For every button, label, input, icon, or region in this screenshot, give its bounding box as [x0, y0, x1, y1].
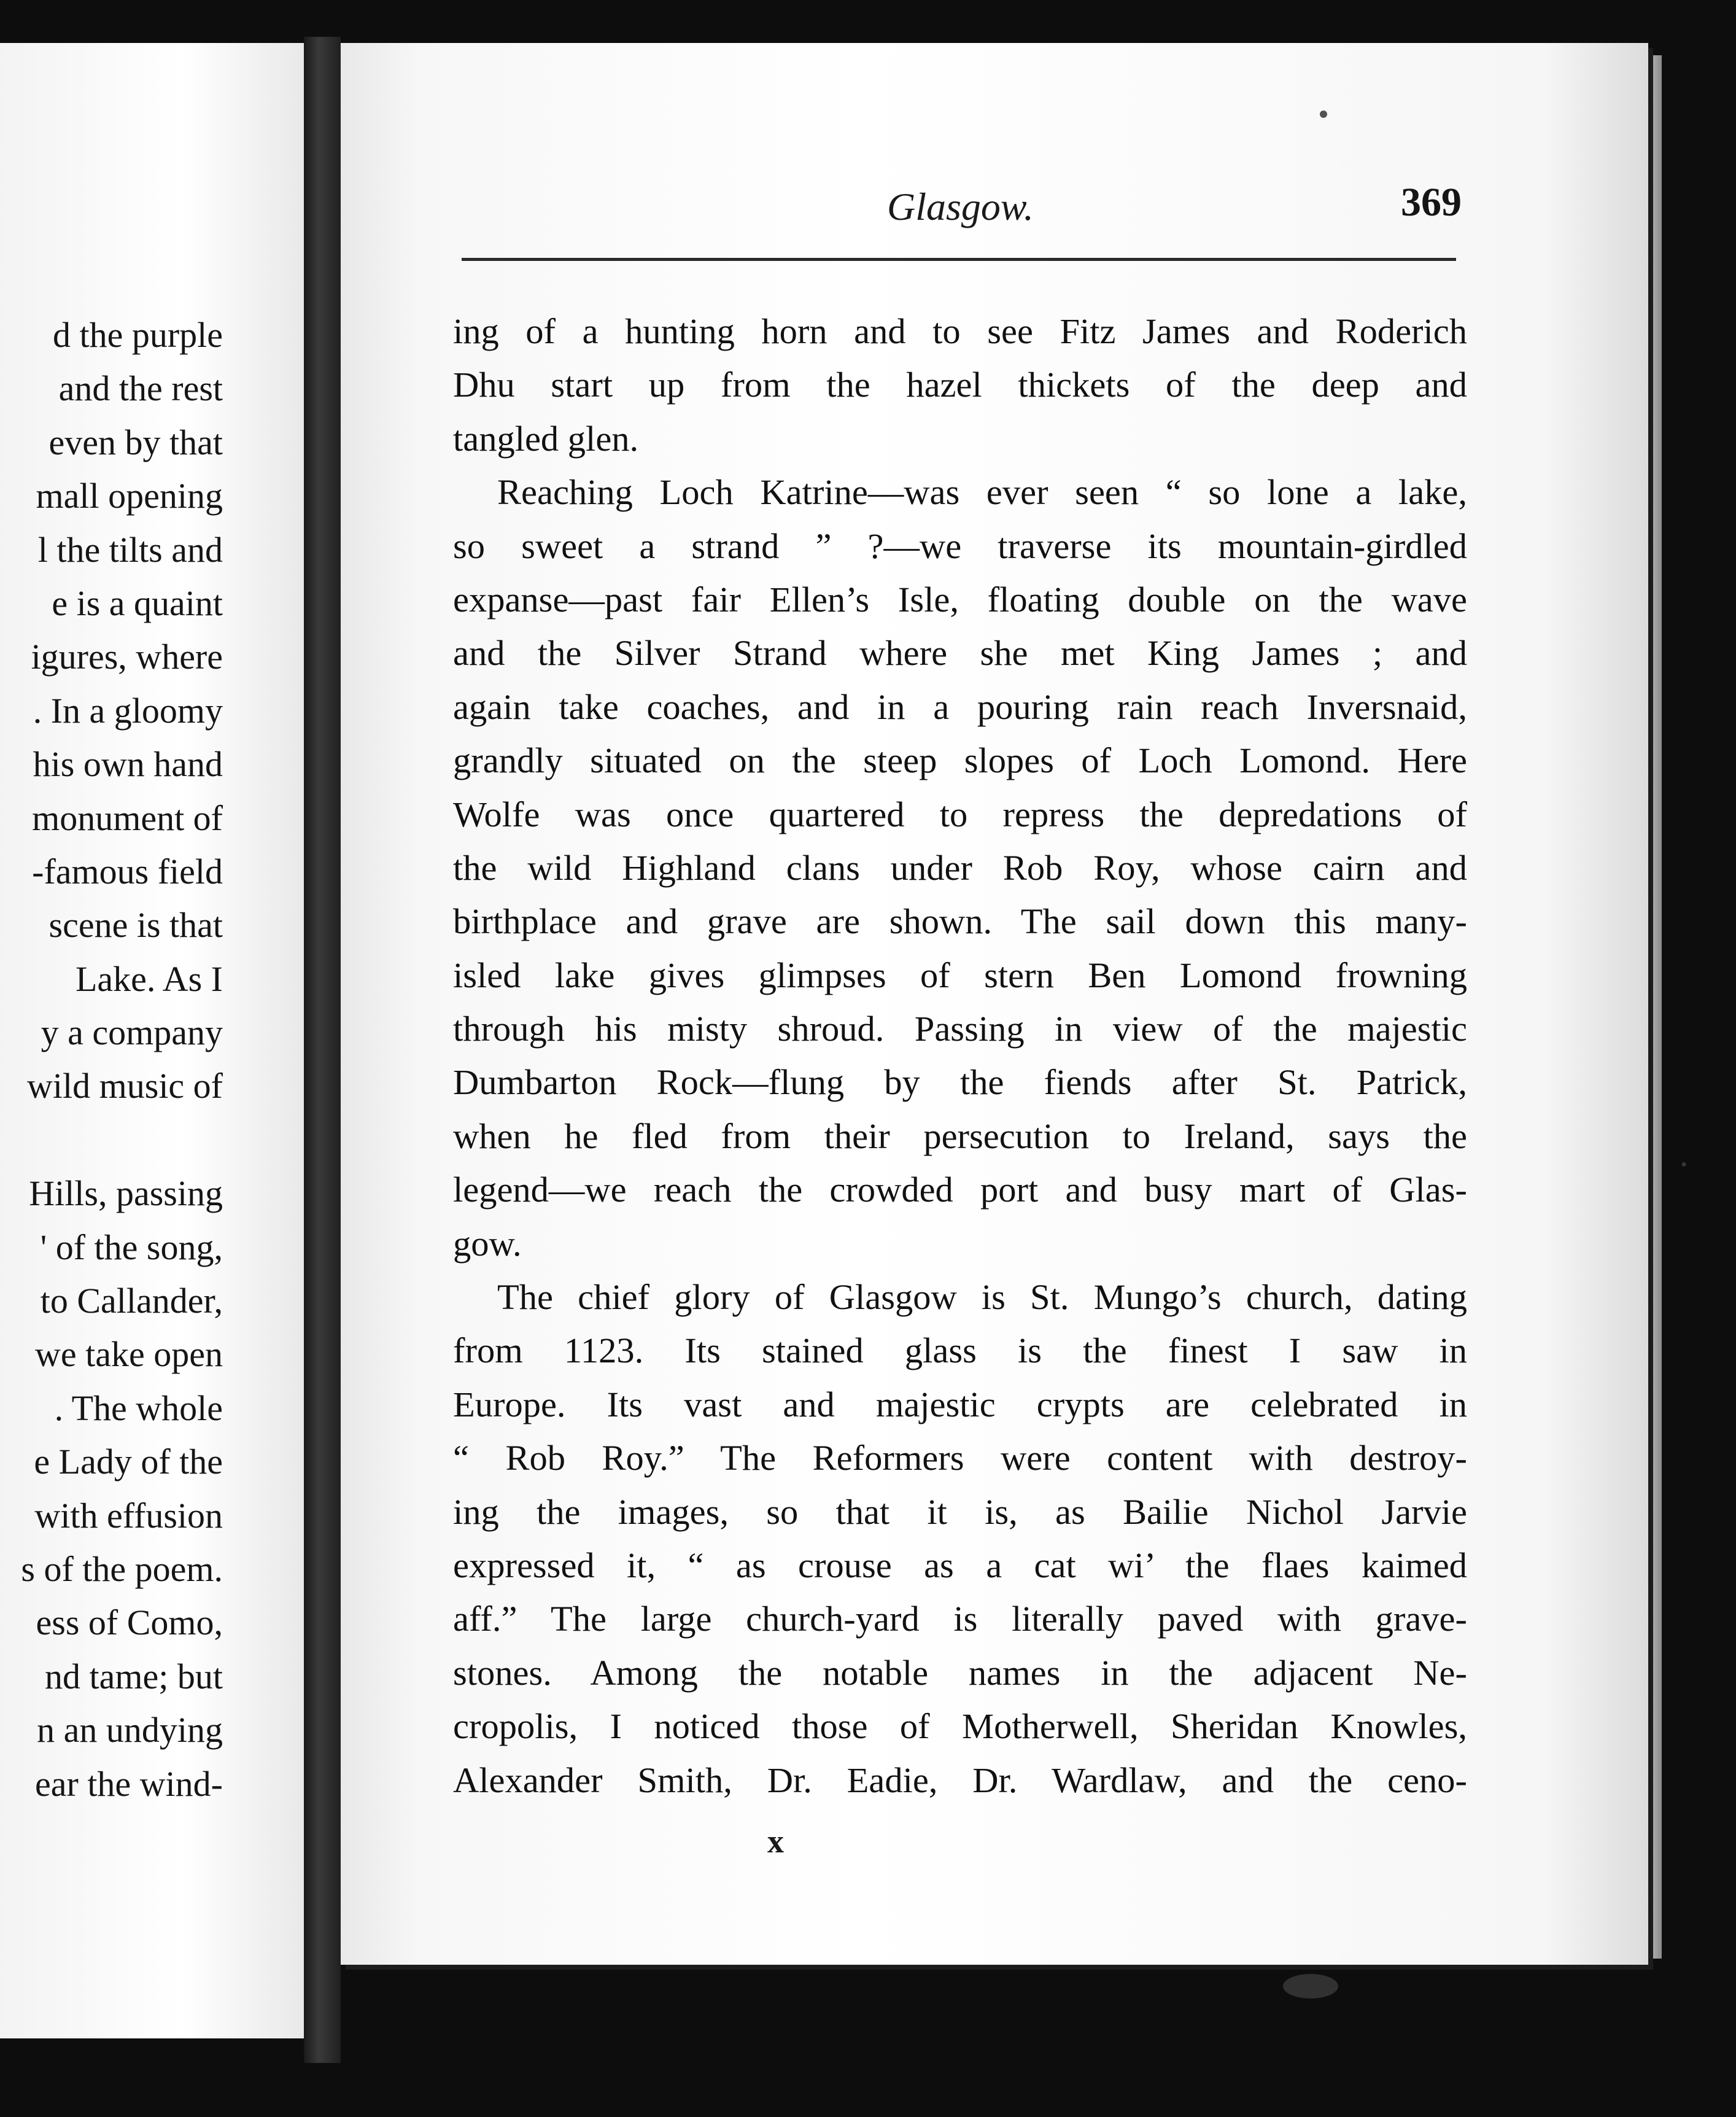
text-line: The chief glory of Glasgow is St. Mungo’s church, dating: [497, 1277, 1467, 1318]
text-line: tangled glen.: [453, 418, 639, 459]
previous-page-line: ess of Como,: [36, 1602, 223, 1643]
previous-page-line: igures, where: [31, 637, 223, 677]
page-smudge: [1320, 111, 1327, 118]
previous-page-line: mall opening: [36, 476, 223, 516]
text-line: Dhu start up from the hazel thickets of the deep and: [453, 365, 1467, 405]
previous-page-line: l the tilts and: [37, 529, 223, 570]
text-line: cropolis, I noticed those of Motherwell, Sheridan Knowles,: [453, 1706, 1467, 1747]
previous-page-line: e Lady of the: [34, 1442, 223, 1482]
previous-page-line: monument of: [32, 798, 223, 838]
previous-page-fragment: [0, 43, 304, 2038]
text-line: the wild Highland clans under Rob Roy, whose cairn and: [453, 847, 1467, 888]
previous-page-line: we take open: [35, 1334, 223, 1375]
text-line: “ Rob Roy.” The Reformers were content with destroy-: [453, 1438, 1467, 1478]
text-line: ing of a hunting horn and to see Fitz James and Roderich: [453, 311, 1467, 351]
text-line: expressed it, “ as crouse as a cat wi’ the flaes kaimed: [453, 1545, 1467, 1585]
previous-page-line: his own hand: [33, 744, 223, 785]
previous-page-line: with effusion: [34, 1495, 223, 1536]
text-line: Dumbarton Rock—flung by the fiends after St. Patrick,: [453, 1062, 1467, 1103]
previous-page-line: e is a quaint: [52, 583, 223, 623]
page-smudge: [1283, 1974, 1338, 1999]
page-body: [453, 305, 1467, 1807]
text-line: expanse—past fair Ellen’s Isle, floating double on the wave: [453, 579, 1467, 620]
text-line: again take coaches, and in a pouring rain reach Inversnaid,: [453, 686, 1467, 727]
text-line: through his misty shroud. Passing in view of the majestic: [453, 1009, 1467, 1049]
text-line: stones. Among the notable names in the adjacent Ne-: [453, 1652, 1467, 1693]
text-line: gow.: [453, 1223, 522, 1264]
text-line: so sweet a strand ” ?—we traverse its mountain-girdled: [453, 526, 1467, 566]
previous-page-line: [0, 1113, 223, 1167]
text-line: Reaching Loch Katrine—was ever seen “ so lone a lake,: [497, 472, 1467, 513]
previous-page-line: d the purple: [52, 315, 223, 355]
previous-page-line: ear the wind-: [35, 1763, 223, 1804]
text-line: isled lake gives glimpses of stern Ben Lomond frowning: [453, 955, 1467, 995]
text-line: Alexander Smith, Dr. Eadie, Dr. Wardlaw, and the ceno-: [453, 1760, 1467, 1800]
previous-page-line: even by that: [48, 422, 223, 462]
previous-page-line: and the rest: [58, 368, 223, 409]
previous-page-line: ' of the song,: [40, 1227, 223, 1267]
previous-page-line: to Callander,: [40, 1281, 223, 1321]
signature-mark: x: [767, 1823, 784, 1860]
previous-page-text: [0, 308, 223, 1811]
text-line: when he fled from their persecution to Ireland, says the: [453, 1116, 1467, 1156]
text-line: Wolfe was once quartered to repress the depredations of: [453, 794, 1467, 834]
previous-page-line: . The whole: [54, 1388, 223, 1428]
text-line: grandly situated on the steep slopes of Loch Lomond. Here: [453, 740, 1467, 781]
previous-page-line: wild music of: [27, 1066, 223, 1106]
book-gutter: [304, 37, 341, 2063]
header-rule: [462, 258, 1456, 261]
previous-page-line: Lake. As I: [76, 958, 223, 999]
page-edge: [1648, 55, 1662, 1959]
previous-page-line: -famous field: [32, 851, 223, 891]
previous-page-line: scene is that: [48, 905, 223, 946]
text-line: ing the images, so that it is, as Bailie Nichol Jarvie: [453, 1491, 1467, 1532]
running-head: Glasgow.: [887, 185, 1034, 228]
previous-page-line: nd tame; but: [45, 1656, 223, 1696]
text-line: from 1123. Its stained glass is the finest I saw in: [453, 1330, 1467, 1371]
text-line: birthplace and grave are shown. The sail down this many-: [453, 901, 1467, 942]
previous-page-line: y a company: [41, 1012, 223, 1053]
page-number: 369: [1401, 180, 1462, 225]
previous-page-line: s of the poem.: [21, 1548, 223, 1589]
text-line: legend—we reach the crowded port and busy mart of Glas-: [453, 1170, 1467, 1210]
previous-page-line: . In a gloomy: [33, 690, 223, 731]
text-line: and the Silver Strand where she met King James ; and: [453, 633, 1467, 674]
text-line: aff.” The large church-yard is literally paved with grave-: [453, 1599, 1467, 1639]
text-line: Europe. Its vast and majestic crypts are celebrated in: [453, 1384, 1467, 1424]
previous-page-line: Hills, passing: [29, 1173, 223, 1214]
previous-page-line: n an undying: [37, 1710, 223, 1750]
